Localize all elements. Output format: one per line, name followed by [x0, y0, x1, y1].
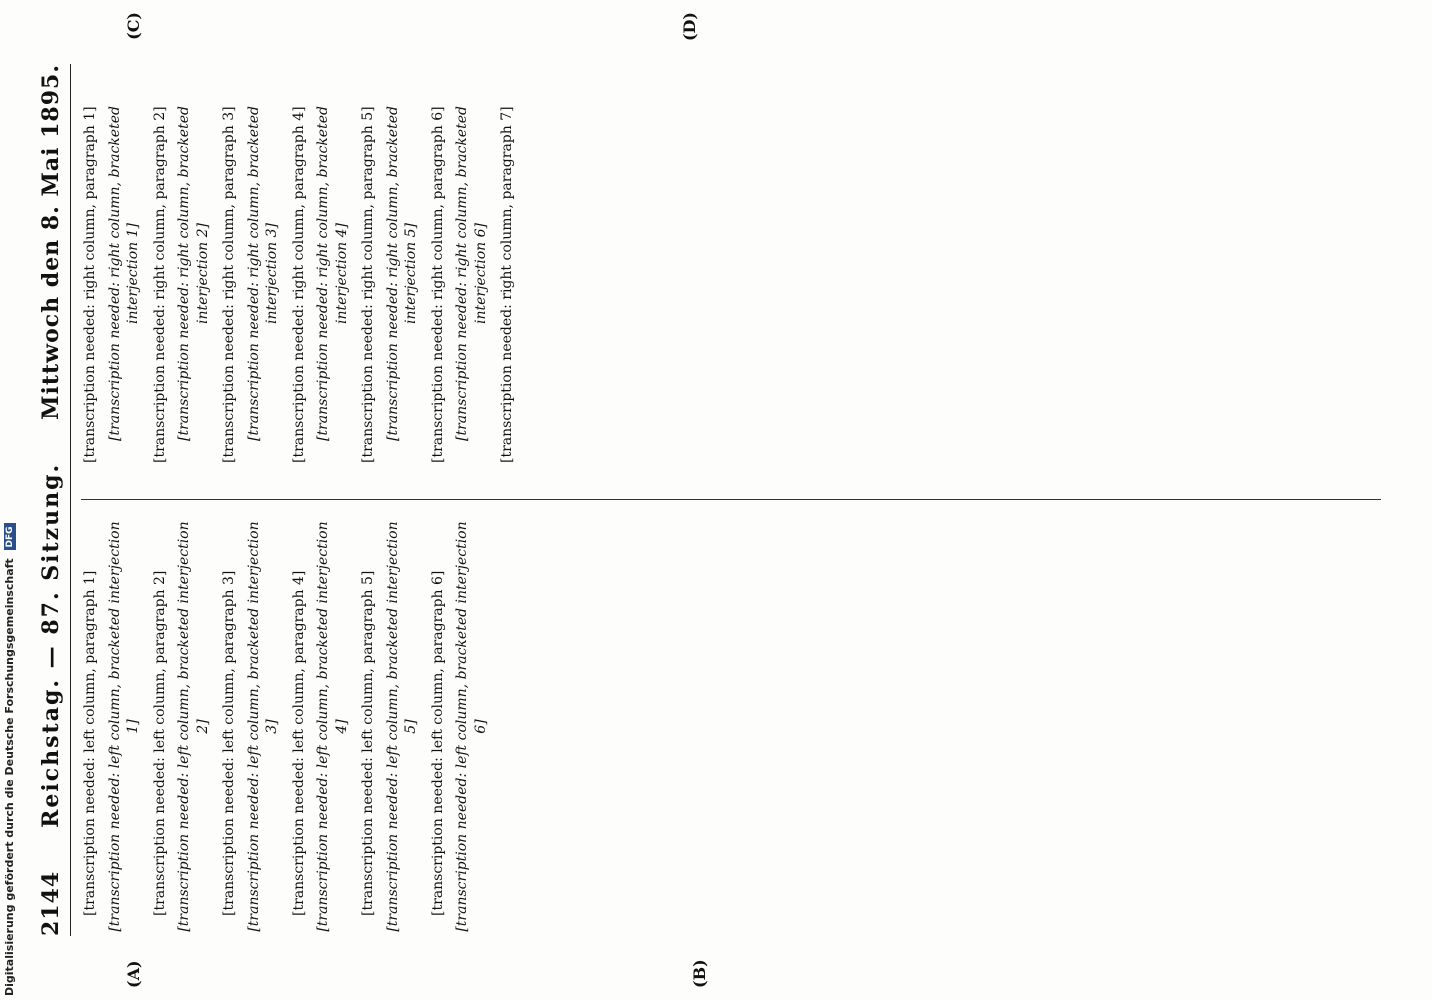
paragraph: [transcription needed: right column, paragraph 1] — [82, 106, 98, 463]
paragraph: [transcription needed: left column, paragraph 5] — [360, 570, 376, 916]
right-column — [81, 12, 1411, 483]
text-columns — [81, 12, 1411, 988]
interjection: [transcription needed: left column, bracketed interjection 5] — [384, 521, 419, 932]
session-date: Mittwoch den 8. Mai 1895. — [38, 64, 64, 420]
margin-mark-b: (B) — [690, 959, 709, 988]
interjection: [transcription needed: left column, bracketed interjection 4] — [315, 521, 350, 932]
interjection: [transcription needed: right column, bracketed interjection 4] — [315, 106, 350, 441]
dfg-logo-icon: DFG — [4, 523, 16, 550]
page-header — [38, 64, 71, 936]
paragraph: [transcription needed: left column, paragraph 6] — [429, 570, 446, 916]
interjection: [transcription needed: left column, bracketed interjection 2] — [176, 521, 211, 932]
page-title: Reichstag. — 87. Sitzung. — [38, 462, 64, 828]
paragraph: [transcription needed: left column, paragraph 2] — [151, 570, 168, 916]
margin-mark-d: (D) — [680, 12, 699, 42]
interjection: [transcription needed: right column, bracketed interjection 2] — [176, 106, 211, 441]
interjection: [transcription needed: right column, bracketed interjection 3] — [245, 106, 280, 441]
paragraph: [transcription needed: right column, paragraph 5] — [360, 106, 376, 463]
column-divider — [81, 499, 1381, 500]
interjection: [transcription needed: left column, bracketed interjection 3] — [245, 521, 280, 932]
right-column-body — [81, 64, 517, 483]
paragraph: [transcription needed: right column, paragraph 3] — [221, 106, 237, 463]
page-number: 2144 — [38, 870, 64, 936]
left-column — [81, 517, 1411, 988]
left-column-body — [81, 517, 490, 936]
interjection: [transcription needed: right column, bracketed interjection 1] — [106, 106, 141, 441]
interjection: [transcription needed: right column, bracketed interjection 6] — [454, 106, 489, 441]
margin-mark-a: (A) — [124, 960, 143, 988]
paragraph: [transcription needed: left column, paragraph 1] — [82, 570, 98, 916]
footer-text: Digitalisierung gefördert durch die Deutsche Forschungsgemeinschaft — [3, 558, 16, 996]
paragraph: [transcription needed: right column, paragraph 6] — [429, 106, 446, 463]
interjection: [transcription needed: left column, bracketed interjection 6] — [454, 521, 489, 932]
paragraph: [transcription needed: left column, paragraph 4] — [290, 570, 307, 916]
paragraph: [transcription needed: right column, paragraph 4] — [290, 106, 307, 463]
margin-mark-c: (C) — [124, 12, 143, 40]
interjection: [transcription needed: right column, bracketed interjection 5] — [384, 106, 419, 441]
paragraph: [transcription needed: right column, paragraph 7] — [499, 106, 515, 463]
digitization-footer — [2, 526, 18, 996]
interjection: [transcription needed: left column, bracketed interjection 1] — [106, 521, 141, 932]
paragraph: [transcription needed: right column, paragraph 2] — [151, 106, 168, 463]
paragraph: [transcription needed: left column, paragraph 3] — [221, 570, 237, 916]
